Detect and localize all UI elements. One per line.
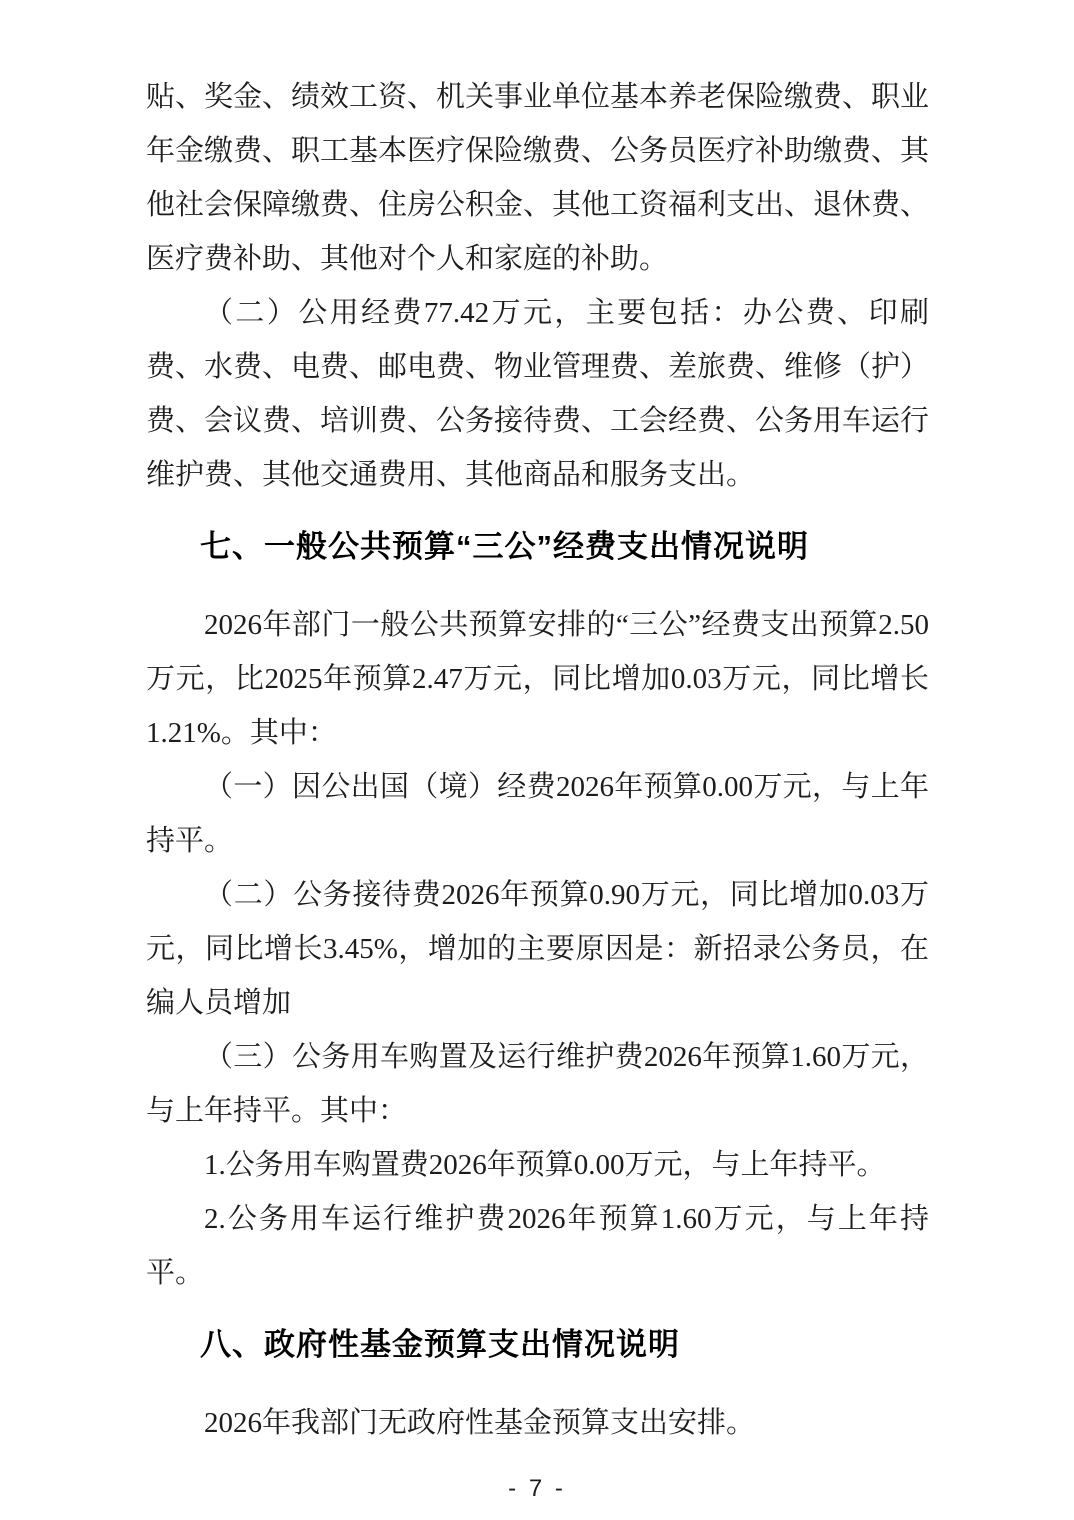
document-content [146,70,929,1450]
page-number: - 7 - [508,1475,566,1502]
section-eight-heading: 八、政府性基金预算支出情况说明 [200,1327,680,1362]
paragraph-abroad-expense: （一）因公出国（境）经费2026年预算0.00万元，与上年持平。 [146,771,929,857]
paragraph-personnel-expense-continuation: 贴、奖金、绩效工资、机关事业单位基本养老保险缴费、职业年金缴费、职工基本医疗保险缴费、公务员医疗补助缴费、其他社会保障缴费、住房公积金、其他工资福利支出、退休费、医疗费补助、其他对个人和家庭的补助。 [146,81,930,275]
paragraph-vehicle-maintenance-expense: 2.公务用车运行维护费2026年预算1.60万元，与上年持平。 [146,1203,929,1289]
paragraph-gov-fund-budget: 2026年我部门无政府性基金预算支出安排。 [204,1407,756,1439]
paragraph-reception-expense: （二）公务接待费2026年预算0.90万元，同比增加0.03万元，同比增长3.45%，增加的主要原因是：新招录公务员，在编人员增加 [146,879,929,1019]
paragraph-vehicle-purchase-expense: 1.公务用车购置费2026年预算0.00万元，与上年持平。 [204,1149,886,1181]
paragraph-three-public-overview: 2026年部门一般公共预算安排的“三公”经费支出预算2.50万元，比2025年预算2.47万元，同比增加0.03万元，同比增长1.21%。其中： [146,609,929,749]
page-footer [0,1475,1074,1503]
paragraph-vehicle-expense: （三）公务用车购置及运行维护费2026年预算1.60万元，与上年持平。其中： [146,1041,929,1127]
section-seven-heading: 七、一般公共预算“三公”经费支出情况说明 [200,529,809,564]
paragraph-public-expense: （二）公用经费77.42万元，主要包括：办公费、印刷费、水费、电费、邮电费、物业管理费、差旅费、维修（护）费、会议费、培训费、公务接待费、工会经费、公务用车运行维护费、其他交通费用、其他商品和服务支出。 [146,297,930,491]
